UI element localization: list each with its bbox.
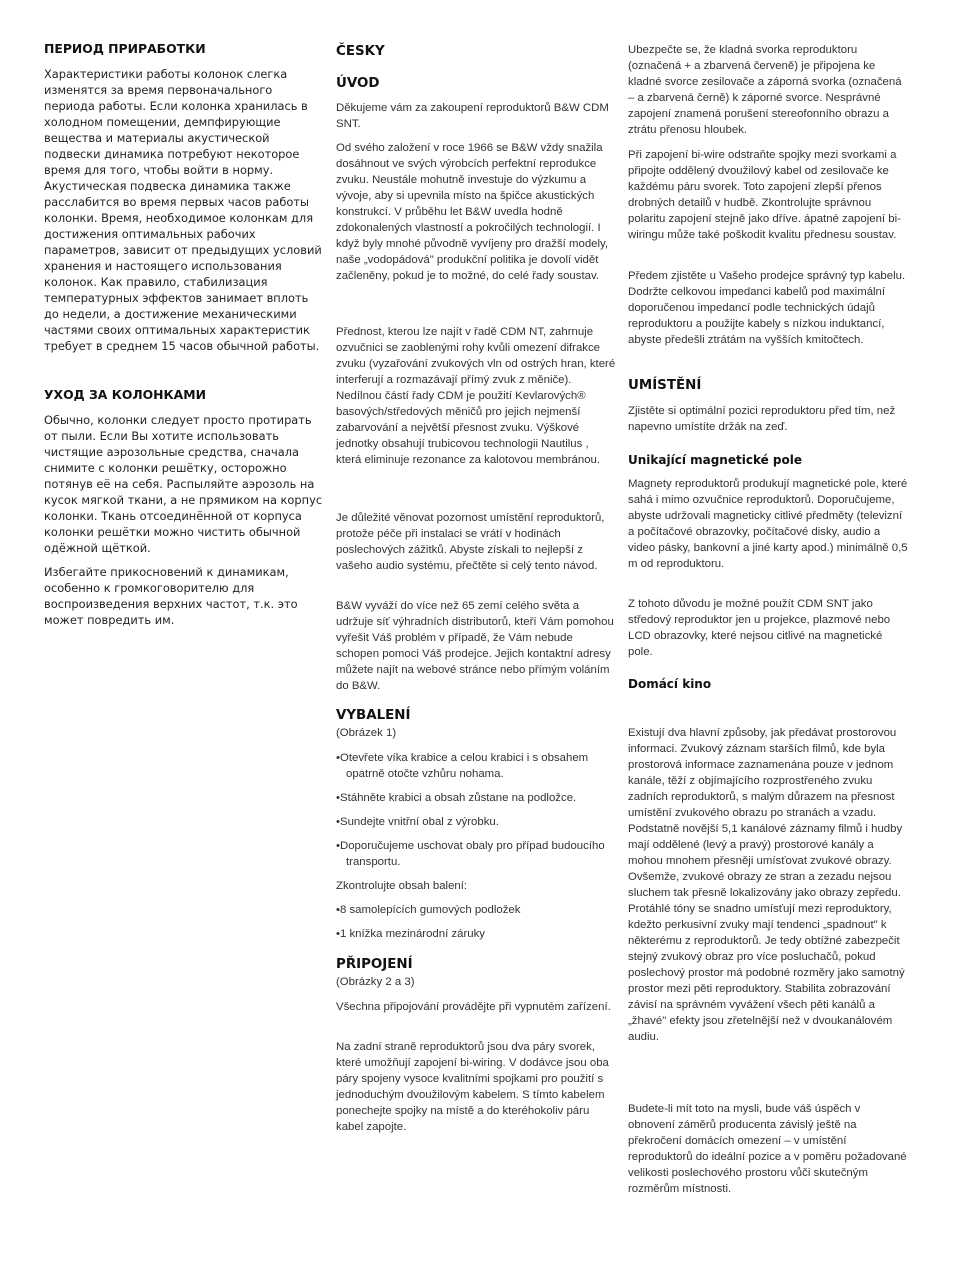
language-heading: ČESKY — [336, 44, 385, 59]
heading-home-theatre: Domácí kino — [628, 677, 712, 691]
paragraph-care-2: Избегайте прикосновений к динамикам, особенно к громкоговорителю для воспроизведения верхних частот, т.к. это может повредить им. — [44, 565, 298, 627]
heading-unpacking: VYBALENÍ — [336, 708, 411, 723]
paragraph-connection-1: Všechna připojování provádějte při vypnutém zařízení. — [336, 1001, 611, 1013]
heading-care: УХОД ЗА КОЛОНКАМИ — [44, 387, 206, 402]
heading-magnetic-field: Unikající magnetické pole — [628, 453, 803, 467]
paragraph-intro-5: B&W vyváží do více než 65 zemí celého světa a udržuje síť výhradních distributorů, kteří Vám pomohou vyřešit Váš problém v případě, že Vám nebude schopen pomoci Váš prodejce. Jejich kontaktní adresy můžete najít na webové stránce nebo přímým voláním do B&W. — [336, 600, 614, 692]
paragraph-contents: Zkontrolujte obsah balení: — [336, 880, 468, 892]
list-item: •Sundejte vnitřní obal z výrobku. — [336, 816, 499, 828]
paragraph-connection-2: Na zadní straně reproduktorů jsou dva páry svorek, které umožňují zapojení bi-wiring. V dodávce jsou oba páry spojeny vysoce kvalitními spojkami pro použití s jednoduchým dvoužilovým kabelem. S tímto kabelem ponechejte spojky na místě a do kteréhokoliv páru kabel zapojte. — [336, 1041, 609, 1133]
paragraph-magnetic-1: Magnety reproduktorů produkují magnetické pole, které sahá i mimo ozvučnice reproduktorů. Doporučujeme, abyste udržovali magneticky citlivé předměty (televizní a počítačové obrazovky, počítačové disky, audio a video pásky, bankovní a jiné karty apod.) minimálně 0,5 m od reproduktoru. — [628, 478, 908, 570]
list-item: •Stáhněte krabici a obsah zůstane na podložce. — [336, 792, 577, 804]
paragraph-intro-4: Je důležité věnovat pozornost umístění reproduktorů, protože péče při instalaci se vrátí v hodinách poslechových zážitků. Abyste získali to nejlepší z vašeho audio systému, přečtěte si celý tento návod. — [336, 512, 605, 572]
paragraph-intro-3: Přednost, kterou lze najít v řadě CDM NT, zahrnuje ozvučnici se zaoblenými rohy kvůli omezení difrakce zvuku (vyzařování zvukových vln od ostrých hran, které interferují a rozmazávají přímý zvuk z měniče). Nedílnou částí řady CDM je použití Kevlarových® basových/středových měničů pro jejich nejmenší zabarvování a největší přesnost zvuku. Výškové jednotky obsahují trubicovou technologii Nautilus , která eliminuje rezonance za kalotovou membránou. — [336, 326, 616, 466]
paragraph-connection-3: Ubezpečte se, že kladná svorka reproduktoru (označená + a zbarvená červeně) je připojena ke kladné svorce zesilovače a záporná svorka (označená – a zbarvená černě) k záporné svorce. Nesprávné zapojení znamená porušení stereofonního obrazu a ztrátu přenosu hloubek. — [628, 44, 902, 136]
paragraph-home-theatre-1: Existují dva hlavní způsoby, jak předávat prostorovou informaci. Zvukový záznam starších filmů, kde byla prostorová informace zaznamenána pouze v jednom kanále, těží z objímajícího rozprostřeného zvuku zadních reproduktorů, s malým důrazem na přesnost umístění zvukového obrazu po stranách a vzadu. Podstatně novější 5,1 kanálové záznamy filmů i hudby mají oddělené (levý a pravý) prostorové kanály a mohou mnohem přesněji umísťovat zvukové obrazy. Ovšemže, zvukové obrazy ze stran a zezadu nejsou sluchem tak přesně lokalizovány jako obrazy zepředu. Protáhlé tóny se snadno umísťují mezi reproduktory, kdežto perkusivní zvuky mají tendenci „spadnout" k některému z reproduktorů. Je tedy obtížné zabezpečit stejný zvukový obraz pro více posluchačů, pokud poslechový prostor má podobné rozměry jako samotný prostor mezi pěti reproduktory. Stabilita zobrazování závisí na správném vyvážení všech pěti kanálů a „žhavé" efekty jsou zřetelnější než v dvoukanálovém audiu. — [628, 727, 905, 1043]
list-item: •1 knížka mezinárodní záruky — [336, 928, 485, 940]
unpacking-figure-ref: (Obrázek 1) — [336, 727, 397, 739]
connection-figure-ref: (Obrázky 2 a 3) — [336, 976, 415, 988]
paragraph-magnetic-2: Z tohoto důvodu je možné použít CDM SNT jako středový reproduktor jen u projekce, plazmové nebo LCD obrazovky, které nejsou citlivé na magnetické pole. — [628, 598, 891, 658]
paragraph-intro-2: Od svého založení v roce 1966 se B&W vždy snažila dosáhnout ve svých výrobcích perfektní reprodukce zvuku. Neustále mohutně investuje do výzkumu a vývoje, aby si upevnila místo na špičce akustických konstrukcí. V průběhu let B&W uvedla hodně zdokonalených vlastností a pokročilých technologií. I když byly mnohé původně vyvíjeny pro dražší modely, naše „vodopádová" produkční politika je dovolí vidět začleněny, pokud je to možné, do celé řady soustav. — [336, 142, 609, 282]
list-item: •8 samolepících gumových podložek — [336, 904, 521, 916]
paragraph-care-1: Обычно, колонки следует просто протирать от пыли. Если Вы хотите использовать чистящие аэрозольные средства, сначала снимите с колонки решётку, осторожно потянув её на себя. Распыляйте аэрозоль на кусок мягкой ткани, а не прямиком на корпус колонки. Ткань отсоединённой от корпуса колонки решётки можно чистить обычной одёжной щёткой. — [44, 413, 323, 555]
paragraph-burn-in: Характеристики работы колонок слегка изменятся за время первоначального периода работы. Если колонка хранилась в холодном помещении, демпфирующие вещества и материалы акустической подвески динамика потребуют некоторое время для того, чтобы войти в норму. Акустическая подвеска динамика также расслабится во время первых часов работы колонки. Время, необходимое колонкам для достижения оптимальных рабочих параметров, зависит от предыдущих условий хранения и настоящего использования колонок. Как правило, стабилизация температурных эффектов занимает вплоть до недели, а достижение механическими частями своих оптимальных характеристик требует в среднем 15 часов обычной работы. — [44, 67, 322, 353]
list-item: •Doporučujeme uschovat obaly pro případ budoucího transportu. — [336, 840, 605, 868]
heading-burn-in: ПЕРИОД ПРИРАБОТКИ — [44, 41, 206, 56]
list-item: •Otevřete víka krabice a celou krabici i s obsahem opatrně otočte vzhůru nohama. — [336, 752, 589, 780]
heading-connection: PŘIPOJENÍ — [336, 957, 413, 972]
paragraph-connection-5: Předem zjistěte u Vašeho prodejce správný typ kabelu. Dodržte celkovou impedanci kabelů pod maximální doporučenou impedancí podle technických údajů reproduktoru a použijte kabely s nízkou induktancí, abyste předešli ztrátám na vyšších kmitočtech. — [628, 270, 906, 346]
paragraph-connection-4: Při zapojení bi-wire odstraňte spojky mezi svorkami a připojte oddělený dvoužilový kabel od zesilovače ke každému páru svorek. Toto zapojení zlepší přenos drobných detailů v hudbě. Zkontrolujte správnou polaritu zapojení stejně jako dříve. ápatné zapojení bi-wiringu může také poškodit kvalitu přednesu soustav. — [628, 149, 901, 241]
heading-intro: ÚVOD — [336, 76, 380, 91]
paragraph-home-theatre-2: Budete-li mít toto na mysli, bude váš úspěch v obnovení záměrů producenta závislý ještě na překročení domácích omezení – v umístění reproduktorů do ideální pozice a v poměru požadované velikosti poslechového prostoru vůči skutečným rozměrům místnosti. — [628, 1103, 907, 1195]
heading-placement: UMÍSTĚNÍ — [628, 378, 702, 393]
paragraph-intro-1: Děkujeme vám za zakoupení reproduktorů B&W CDM SNT. — [336, 102, 609, 130]
paragraph-placement-1: Zjistěte si optimální pozici reproduktoru před tím, než napevno umístíte držák na zeď. — [628, 405, 896, 433]
